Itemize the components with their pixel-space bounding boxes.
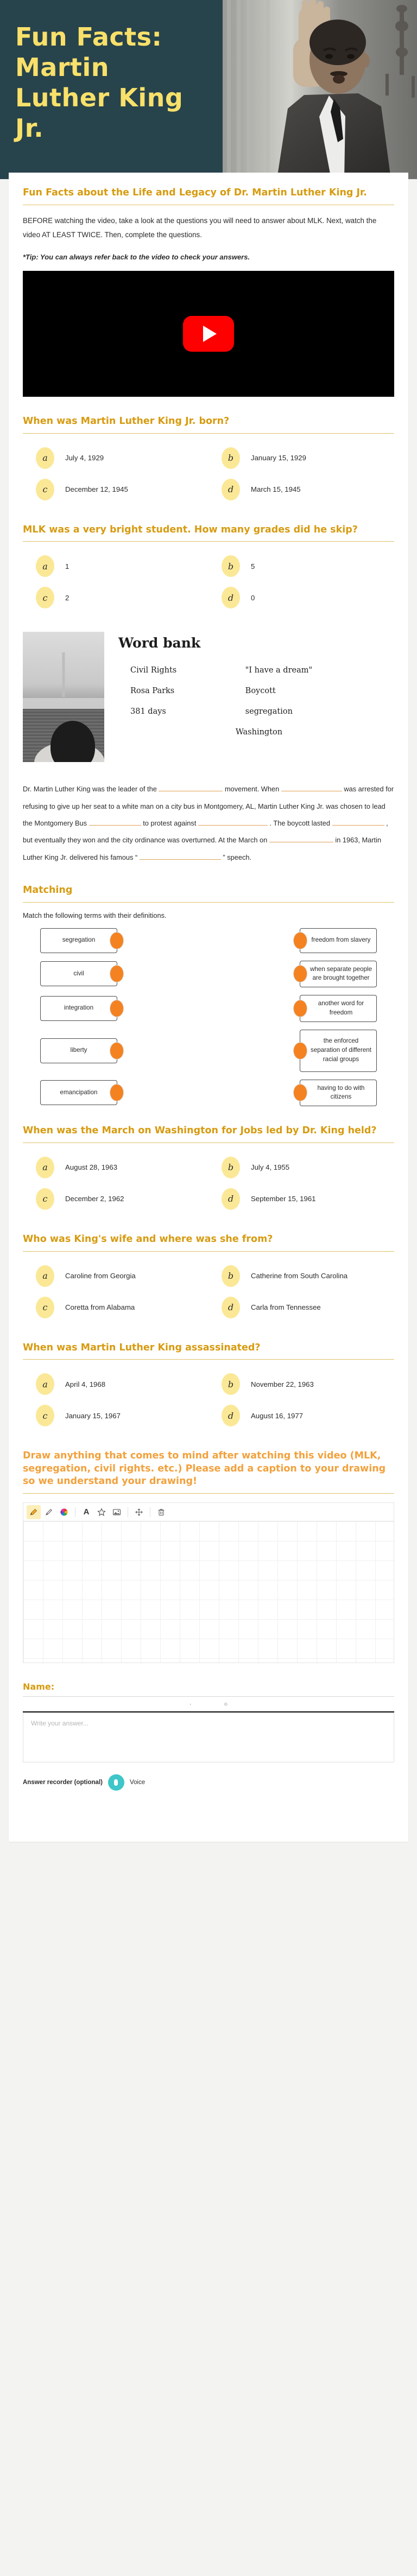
answer-recorder <box>23 1774 394 1791</box>
washington-monument-shape <box>62 652 65 697</box>
divider <box>23 1251 394 1252</box>
option-label: November 22, 1963 <box>251 1380 314 1388</box>
option-key: b <box>222 555 240 577</box>
option-d[interactable] <box>208 582 394 613</box>
word-bank-word: Civil Rights <box>130 666 177 675</box>
matching-term-label: segregation <box>62 936 96 944</box>
matching-section <box>23 884 394 1106</box>
matching-row <box>27 1030 390 1072</box>
divider <box>23 1493 394 1494</box>
drawing-widget <box>23 1502 394 1663</box>
text-icon[interactable]: A <box>83 1507 90 1517</box>
option-a[interactable] <box>23 1152 208 1183</box>
option-list <box>23 1260 394 1323</box>
play-triangle <box>203 326 217 342</box>
fill-text-4: to protest against <box>143 819 197 827</box>
option-label: 2 <box>65 593 70 602</box>
question-title: MLK was a very bright student. How many grades did he skip? <box>23 524 358 535</box>
option-label: March 15, 1945 <box>251 485 301 493</box>
name-label: Name: <box>23 1682 55 1692</box>
matching-definition-label: the enforced separation of different racial groups <box>311 1037 371 1063</box>
word-bank-word: "I have a dream" <box>245 666 313 675</box>
word-bank-word: Washington <box>235 728 283 737</box>
brush-icon[interactable] <box>42 1505 56 1519</box>
name-section <box>23 1682 394 1791</box>
drawing-canvas[interactable] <box>23 1521 394 1663</box>
option-key: d <box>222 1405 240 1426</box>
hero-text-panel <box>0 0 223 179</box>
option-a[interactable] <box>23 1368 208 1400</box>
option-key: a <box>36 1265 54 1287</box>
option-label: September 15, 1961 <box>251 1195 316 1203</box>
option-c[interactable] <box>23 1292 208 1323</box>
word-bank-row <box>118 707 394 716</box>
march-on-washington-image <box>23 632 104 762</box>
matching-grid <box>23 928 394 1107</box>
option-b[interactable] <box>208 550 394 582</box>
shape-star-icon[interactable] <box>94 1505 109 1519</box>
connector-dot[interactable] <box>110 1000 124 1017</box>
option-label: Coretta from Alabama <box>65 1303 135 1311</box>
fill-in-the-blank-paragraph <box>23 781 394 866</box>
insert-image-icon[interactable] <box>110 1505 124 1519</box>
option-label: 5 <box>251 562 255 570</box>
option-list <box>23 550 394 613</box>
option-d[interactable] <box>208 1400 394 1431</box>
option-key: c <box>36 1405 54 1426</box>
answer-input[interactable]: Write your answer... <box>23 1712 394 1762</box>
fill-text-1: Dr. Martin Luther King was the leader of the <box>23 785 157 794</box>
hero-photo <box>223 0 417 179</box>
matching-term[interactable] <box>40 961 117 986</box>
question-kings-wife <box>23 1233 394 1323</box>
matching-term-label: civil <box>73 969 84 977</box>
blank-input-5[interactable] <box>332 817 384 826</box>
option-label: December 2, 1962 <box>65 1195 124 1203</box>
option-label: Catherine from South Carolina <box>251 1271 348 1280</box>
divider <box>23 541 394 542</box>
divider <box>23 902 394 903</box>
option-label: 0 <box>251 593 255 602</box>
option-list <box>23 1368 394 1431</box>
play-button-icon[interactable] <box>183 316 234 352</box>
page-title: Fun Facts: Martin Luther King Jr. <box>15 22 184 143</box>
blank-input-1[interactable] <box>159 783 223 791</box>
option-key: c <box>36 1188 54 1210</box>
question-march-on-washington <box>23 1125 394 1215</box>
worksheet-card <box>9 173 408 1842</box>
matching-intro: Match the following terms with their definitions. <box>23 911 167 919</box>
connector-dot[interactable] <box>110 965 124 982</box>
fill-text-5: . The boycott lasted <box>269 819 330 827</box>
question-title: Who was King's wife and where was she from? <box>23 1233 273 1245</box>
intro-heading: Fun Facts about the Life and Legacy of Dr. Martin Luther King Jr. <box>23 187 367 198</box>
option-key: d <box>222 479 240 500</box>
option-key: b <box>222 1157 240 1178</box>
fill-text-8: ” speech. <box>223 853 252 861</box>
blank-input-4[interactable] <box>198 817 268 826</box>
option-label: April 4, 1968 <box>65 1380 106 1388</box>
option-key: c <box>36 479 54 500</box>
option-label: July 4, 1955 <box>251 1163 290 1172</box>
matching-definition[interactable] <box>300 1080 377 1107</box>
option-key: a <box>36 1157 54 1178</box>
intro-section <box>23 187 394 397</box>
option-a[interactable] <box>23 442 208 474</box>
matching-term[interactable] <box>40 1080 117 1105</box>
hero-banner <box>0 0 417 179</box>
intro-tip: *Tip: You can always refer back to the video to check your answers. <box>23 252 250 261</box>
matching-term[interactable] <box>40 928 117 953</box>
connector-dot[interactable] <box>110 932 124 949</box>
option-label: January 15, 1929 <box>251 453 306 462</box>
option-a[interactable] <box>23 550 208 582</box>
matching-definition-label: when separate people are brought together <box>309 965 372 982</box>
divider <box>23 433 394 434</box>
option-b[interactable] <box>208 442 394 474</box>
option-key: a <box>36 1373 54 1395</box>
word-bank-section <box>23 632 394 762</box>
connector-dot[interactable] <box>110 1042 124 1059</box>
option-d[interactable] <box>208 474 394 505</box>
matching-row <box>27 1080 390 1107</box>
option-key: d <box>222 587 240 608</box>
option-b[interactable] <box>208 1368 394 1400</box>
matching-definition[interactable] <box>300 1030 377 1072</box>
matching-row <box>27 928 390 953</box>
option-key: b <box>222 1373 240 1395</box>
voice-label: Voice <box>129 1779 146 1786</box>
option-label: Carla from Tennessee <box>251 1303 321 1311</box>
option-key: a <box>36 447 54 469</box>
option-label: August 28, 1963 <box>65 1163 118 1172</box>
matching-row <box>27 995 390 1022</box>
matching-term[interactable] <box>40 1038 117 1063</box>
question-grades-skipped <box>23 524 394 614</box>
word-bank-row <box>118 687 394 695</box>
drawing-section <box>23 1450 394 1663</box>
blank-input-7[interactable] <box>140 852 221 860</box>
matching-title: Matching <box>23 884 73 896</box>
intro-body: BEFORE watching the video, take a look at the questions you will need to answer about MLK. Next, watch the video AT LEAST TWICE. Then, complete the questions. <box>23 216 377 239</box>
option-label: August 16, 1977 <box>251 1411 304 1420</box>
blank-input-6[interactable] <box>269 834 333 842</box>
word-bank-word: Rosa Parks <box>130 687 175 696</box>
matching-definition-label: another word for freedom <box>318 1000 364 1016</box>
connector-dot[interactable] <box>293 932 307 949</box>
drawing-prompt: Draw anything that comes to mind after watching this video (MLK, segregation, civil rights. etc.) Please add a caption to your drawing so we understand your drawing! <box>23 1450 386 1487</box>
fill-text-6: , but eventually they won and the city ordinance was overturned. At the March on <box>23 819 388 845</box>
option-c[interactable] <box>23 1183 208 1215</box>
footer-spacer <box>23 1809 394 1825</box>
toolbar-dot-icon[interactable]: · <box>189 1701 192 1708</box>
word-bank-word: segregation <box>245 707 293 716</box>
option-key: c <box>36 1297 54 1318</box>
color-wheel-icon[interactable] <box>57 1505 71 1519</box>
question-title: When was Martin Luther King Jr. born? <box>23 415 230 427</box>
microphone-icon[interactable] <box>108 1774 124 1791</box>
matching-term-label: liberty <box>70 1046 87 1054</box>
move-icon[interactable] <box>132 1505 146 1519</box>
option-key: d <box>222 1297 240 1318</box>
fill-text-2: movement. When <box>224 785 280 794</box>
matching-definition[interactable] <box>300 995 377 1022</box>
mic-shape <box>114 1779 118 1786</box>
connector-dot[interactable] <box>293 1084 307 1101</box>
option-label: 1 <box>65 562 70 570</box>
connector-dot[interactable] <box>293 1042 307 1059</box>
answer-toolbar <box>23 1696 394 1712</box>
mlk-portrait-image <box>223 0 417 179</box>
recorder-label: Answer recorder (optional) <box>23 1779 103 1786</box>
blank-input-2[interactable] <box>281 783 342 791</box>
word-bank-title: Word bank <box>118 635 201 651</box>
option-d[interactable] <box>208 1183 394 1215</box>
matching-definition[interactable] <box>300 961 377 988</box>
option-key: b <box>222 447 240 469</box>
question-title: When was the March on Washington for Jobs led by Dr. King held? <box>23 1125 377 1137</box>
pencil-icon[interactable] <box>27 1505 41 1519</box>
option-label: December 12, 1945 <box>65 485 128 493</box>
option-key: d <box>222 1188 240 1210</box>
question-title: When was Martin Luther King assassinated? <box>23 1342 261 1353</box>
matching-definition-label: freedom from slavery <box>311 936 371 944</box>
matching-definition-label: having to do with citizens <box>317 1084 365 1101</box>
option-b[interactable] <box>208 1152 394 1183</box>
fill-text-3: was arrested for refusing to give up her seat to a white man on a city bus in Montgomery, AL, Martin Luther King Jr. was chosen to lead the Montgomery Bus <box>23 785 394 827</box>
option-label: Caroline from Georgia <box>65 1271 136 1280</box>
paragraph <box>23 781 394 866</box>
option-list <box>23 1152 394 1215</box>
connector-dot[interactable] <box>110 1084 124 1101</box>
option-a[interactable] <box>23 1260 208 1292</box>
option-label: January 15, 1967 <box>65 1411 121 1420</box>
option-key: a <box>36 555 54 577</box>
matching-row <box>27 961 390 988</box>
option-label: July 4, 1929 <box>65 453 104 462</box>
connector-dot[interactable] <box>293 965 307 982</box>
option-b[interactable] <box>208 1260 394 1292</box>
option-c[interactable] <box>23 582 208 613</box>
word-bank-word: Boycott <box>245 687 276 696</box>
word-bank-word: 381 days <box>130 707 166 716</box>
option-key: c <box>36 587 54 608</box>
toolbar-circle-icon[interactable]: ○ <box>224 1701 228 1708</box>
matching-definition[interactable] <box>300 928 377 953</box>
matching-term[interactable] <box>40 996 117 1021</box>
blank-input-3[interactable] <box>89 817 141 826</box>
word-bank-row <box>118 666 394 675</box>
question-assassination <box>23 1342 394 1432</box>
option-c[interactable] <box>23 474 208 505</box>
option-list <box>23 442 394 505</box>
matching-term-label: integration <box>64 1004 94 1012</box>
drawing-toolbar <box>23 1503 394 1521</box>
option-d[interactable] <box>208 1292 394 1323</box>
option-c[interactable] <box>23 1400 208 1431</box>
option-key: b <box>222 1265 240 1287</box>
word-bank-row <box>118 728 394 737</box>
delete-icon[interactable] <box>154 1505 168 1519</box>
connector-dot[interactable] <box>293 1000 307 1017</box>
divider <box>23 1359 394 1360</box>
matching-term-label: emancipation <box>60 1089 98 1096</box>
video-player[interactable] <box>23 271 394 397</box>
fill-text-7: in 1963, Martin Luther King Jr. delivered his famous “ <box>23 836 382 861</box>
question-birth <box>23 415 394 505</box>
